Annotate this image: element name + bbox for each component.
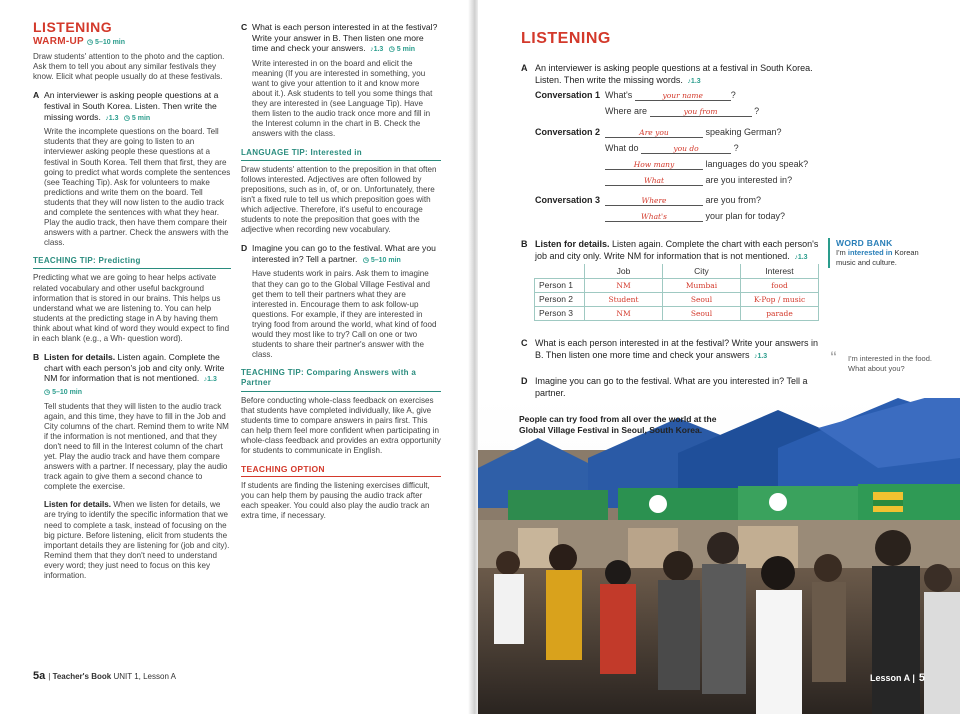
festival-photo <box>478 398 960 714</box>
conversation-2-label: Conversation 2 <box>535 127 601 137</box>
right-column <box>241 22 441 530</box>
answer-blank[interactable]: Are you <box>605 128 703 138</box>
line-prefix: What do <box>605 143 639 153</box>
festival-photo-illustration <box>478 398 960 714</box>
word-bank-title: WORD BANK <box>836 238 893 248</box>
audio-track: 1.3 <box>690 78 701 85</box>
notes-lead: Listen for details. <box>44 500 112 510</box>
task-text: What is each person interested in at the festival? Write your answers in B. Then listen one more time and check your answers <box>535 338 818 360</box>
conversation-line <box>605 106 759 117</box>
page-number: 5 <box>918 672 925 684</box>
warmup-heading <box>33 37 231 48</box>
line-suffix: are you from? <box>705 195 762 205</box>
chart-header: Interest <box>741 264 819 278</box>
line-suffix: ? <box>754 106 760 116</box>
task-text: An interviewer is asking people questions at a festival in South Korea. Listen. Then write the missing words. <box>44 90 219 122</box>
chart-cell[interactable]: parade <box>741 306 819 320</box>
conversation-line <box>605 175 792 186</box>
task-letter: A <box>33 90 40 101</box>
page-number: 5a <box>33 670 46 682</box>
warmup-text: Draw students' attention to the photo and the caption. Ask them to tell you about any similar festivals they know. Elicit what people usually do at these festivals. <box>33 52 225 82</box>
audio-icon: ♪1.3 <box>105 114 119 122</box>
task-letter: D <box>521 376 528 386</box>
word-bank-highlight: interested in <box>847 248 893 257</box>
warmup-timer: 5–10 min <box>95 39 126 47</box>
conversation-1-label: Conversation 1 <box>535 90 601 100</box>
task-b-notes: Tell students that they will listen to the audio track again, and this time, they have to fill in the Job and City columns of the chart. Remind them to write NM if the information is not mentioned, and that they don't need to fill in the Interest column of the chart yet. Play the audio track and have them compare answers with a partner. If necessary, play the audio track again to give them a second chance to complete the exercise. <box>44 401 229 492</box>
task-letter: B <box>521 239 528 249</box>
word-bank-pre: I'm <box>836 248 848 257</box>
teaching-tip-heading: TEACHING TIP: Predicting <box>33 256 231 269</box>
answer-blank[interactable]: What's <box>605 212 703 222</box>
left-column <box>33 19 231 589</box>
answer-blank[interactable]: What <box>605 176 703 186</box>
line-suffix: your plan for today? <box>705 211 786 221</box>
teaching-tip-text: Before conducting whole-class feedback on exercises that students have completed individually, like A, give students time to compare answers in pairs first. This can help them feel more confident when participating in whole-class feedback and provides an extra opportunity for students to communicate in English. <box>241 395 441 455</box>
task-lead: Listen for details. <box>535 239 610 249</box>
task-a-instruction <box>521 62 835 88</box>
book-name: Teacher's Book <box>52 672 112 681</box>
audio-icon: ♪1.3 <box>687 78 701 85</box>
quote-icon: “ <box>830 348 837 364</box>
task-text: An interviewer is asking people questions at a festival in South Korea. Listen. Then write the missing words. <box>535 63 813 85</box>
task-timer: 5–10 min <box>52 388 83 396</box>
word-bank-post: Korean music and culture. <box>836 248 919 267</box>
chart-cell[interactable]: Mumbai <box>663 278 741 292</box>
chart-cell[interactable]: Seoul <box>663 306 741 320</box>
chart-header: City <box>663 264 741 278</box>
task-b-instruction <box>521 238 820 264</box>
teaching-tip-text: Predicting what we are going to hear helps activate related vocabulary and other useful background information that is stored in our brains. This helps us understand what we are listening to. You can help students at the predicting stage in A by having them think about what kind of word they would expect to find in each blank (e.g., a Wh- question word). <box>33 273 230 344</box>
line-suffix: languages do you speak? <box>705 159 809 169</box>
task-timer: 5 min <box>131 114 151 122</box>
task-letter: C <box>521 338 528 348</box>
task-text: Imagine you can go to the festival. What are you interested in? Tell a partner. <box>535 376 808 398</box>
section-heading: LISTENING <box>521 30 611 47</box>
audio-icon: ♪1.3 <box>370 46 384 54</box>
warmup-title: WARM-UP <box>33 36 84 48</box>
line-suffix: speaking German? <box>705 127 782 137</box>
line-suffix: are you interested in? <box>705 175 793 185</box>
table-row <box>535 278 819 292</box>
chart-cell[interactable]: K-Pop / music <box>741 292 819 306</box>
task-a-instruction <box>33 90 231 124</box>
timer-icon: ◷ 5–10 min <box>44 388 83 396</box>
line-prefix: Where are <box>605 106 648 116</box>
conversation-line <box>605 211 785 222</box>
audio-track: 1.3 <box>797 254 808 261</box>
listen-details-notes <box>33 500 231 581</box>
teachers-book-page <box>0 0 472 714</box>
timer-icon: ◷ 5 min <box>123 114 151 122</box>
chart-corner <box>535 264 585 278</box>
language-tip-text: Draw students' attention to the preposition in that often follows interested. Adjectives are often followed by prepositions, such as in, of, or on. Unfortunately, there isn't a fixed rule to tell us which preposition goes with which adjective. Therefore, it's useful to encourage students to note the preposition that goes with the adjective when recording new vocabulary. <box>241 164 437 235</box>
chart-cell[interactable]: Student <box>585 292 663 306</box>
task-letter: B <box>33 352 40 363</box>
timer-icon: ◷ 5–10 min <box>362 256 401 264</box>
audio-icon: ♪1.3 <box>753 353 768 360</box>
answer-blank[interactable]: you do <box>641 144 731 154</box>
answer-blank[interactable]: your name <box>635 91 731 101</box>
task-d-instruction <box>521 375 835 399</box>
speech-bubble: I'm interested in the food. What about you? <box>848 354 932 373</box>
task-text: Listen again. Complete the chart with each person's job and city only. Write NM for information that is not mentioned. <box>535 239 819 261</box>
conversation-3-label: Conversation 3 <box>535 195 601 205</box>
audio-track: 1.3 <box>108 114 119 122</box>
notes-text: When we listen for details, we are trying to identify the specific information that we need to complete a task, instead of focusing on the big picture. Before listening, elicit from students the important details they are listening for (job and city). Remind them that they don't need to understand every word; they just need to focus on this key information. <box>44 500 230 580</box>
student-book-page <box>478 0 960 714</box>
language-tip-heading: LANGUAGE TIP: Interested in <box>241 148 441 161</box>
page-footer: Lesson A | 5 <box>870 672 925 684</box>
chart-header-row <box>535 264 819 278</box>
teaching-option-heading: TEACHING OPTION <box>241 464 441 477</box>
section-heading: LISTENING <box>33 19 113 35</box>
task-d-notes: Have students work in pairs. Ask them to imagine that they can go to the Global Village Festival and get them to tell their partners what they are interested in. Encourage them to ask follow-up questions. For example, if they are interested in trying food from around the world, what kind of food would they most like to try? Call on one or two students to share their partner's answer with the class. <box>252 269 437 360</box>
chart-cell[interactable]: NM <box>585 278 663 292</box>
photo-caption: People can try food from all over the world at the Global Village Festival in Seoul, South Korea. <box>519 414 717 435</box>
conversation-line <box>605 143 739 154</box>
chart-cell[interactable]: food <box>741 278 819 292</box>
unit-label: UNIT 1, Lesson A <box>113 672 177 681</box>
row-label: Person 2 <box>535 292 585 306</box>
table-row <box>535 292 819 306</box>
task-letter: A <box>521 63 528 73</box>
line-suffix: ? <box>733 143 739 153</box>
table-row <box>535 306 819 320</box>
task-text: Imagine you can go to the festival. What are you interested in? Tell a partner. <box>252 243 436 264</box>
teaching-option-text: If students are finding the listening exercises difficult, you can help them by pausing the audio track after each speaker. You could also play the audio track an extra time, if necessary. <box>241 481 430 521</box>
row-label: Person 1 <box>535 278 585 292</box>
audio-track: 1.3 <box>373 46 384 54</box>
conversation-line <box>605 127 782 138</box>
page-footer: 5a | Teacher's Book UNIT 1, Lesson A <box>33 670 177 682</box>
conversation-line <box>605 90 736 101</box>
line-prefix: What's <box>605 90 633 100</box>
chart-cell[interactable]: NM <box>585 306 663 320</box>
word-bank <box>828 238 938 268</box>
task-text: Listen again. Complete the chart with each person's job and city only. Write NM for information that is not mentioned. <box>44 352 225 384</box>
task-text: What is each person interested in at the festival? Write your answer in B. Then listen one more time and check your answers. <box>252 22 438 54</box>
task-c-instruction <box>521 337 820 363</box>
timer-icon: ◷ 5–10 min <box>86 39 126 47</box>
audio-icon: ♪1.3 <box>794 254 808 261</box>
details-chart <box>534 264 819 321</box>
task-lead: Listen for details. <box>44 352 116 363</box>
task-letter: C <box>241 22 248 32</box>
row-label: Person 3 <box>535 306 585 320</box>
word-bank-text <box>836 248 938 268</box>
chart-cell[interactable]: Seoul <box>663 292 741 306</box>
conversation-line <box>605 195 761 206</box>
audio-icon: ♪1.3 <box>203 376 217 384</box>
task-d-instruction <box>241 243 441 266</box>
task-a-notes: Write the incomplete questions on the board. Tell students that they are going to listen to an interviewer asking people these questions at a festival in South Korea. Tell them that first, they are going to predict what words complete the sentences (see Teaching Tip). Ask for volunteers to make predictions and write them on the board. Tell students that they will now listen to the audio track and complete the sentences with what they hear. Play the audio track, then have them compare their answers with a partner. Check the answers with the class. <box>44 127 231 248</box>
timer-icon: ◷ 5 min <box>388 46 416 54</box>
answer-blank[interactable]: How many <box>605 160 703 170</box>
task-timer: 5–10 min <box>370 256 401 264</box>
teaching-tip-heading: TEACHING TIP: Comparing Answers with a Partner <box>241 368 441 391</box>
answer-blank[interactable]: Where <box>605 196 703 206</box>
line-suffix: ? <box>730 90 736 100</box>
task-c-instruction <box>241 22 441 56</box>
task-letter: D <box>241 243 248 254</box>
task-b-instruction <box>33 352 231 398</box>
audio-track: 1.3 <box>207 376 217 384</box>
chart-header: Job <box>585 264 663 278</box>
lesson-label: Lesson A <box>870 673 910 683</box>
conversation-line <box>605 159 808 170</box>
task-timer: 5 min <box>396 46 416 54</box>
task-c-notes: Write interested in on the board and elicit the meaning (If you are interested in something, you want to give your attention to it and know more about it.). Ask students to tell you some things that they are interested in (see Language Tip). Have them listen to the audio track once more and fill in the Interest column in the chart in B. Check the answers with the class. <box>252 58 433 139</box>
answer-blank[interactable]: you from <box>650 107 752 117</box>
audio-track: 1.3 <box>757 353 768 360</box>
